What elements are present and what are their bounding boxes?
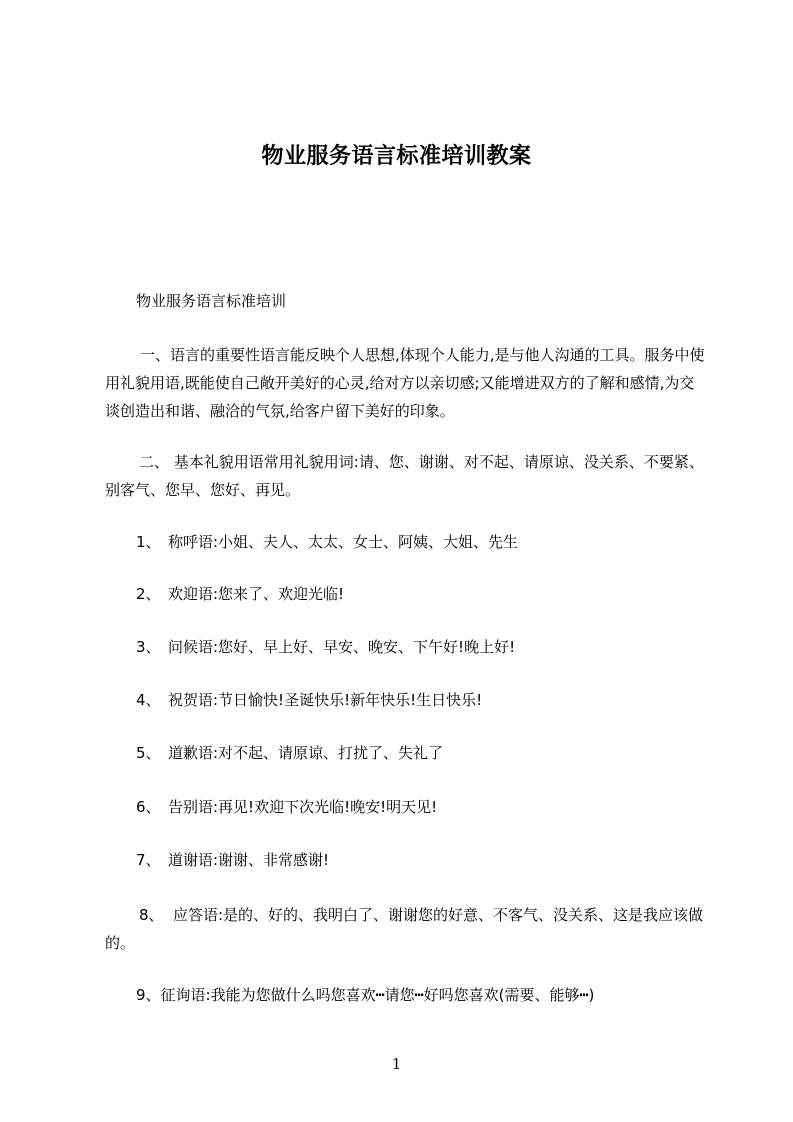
list-item bbox=[136, 686, 706, 714]
document-subtitle: 物业服务语言标准培训 bbox=[136, 292, 287, 310]
list-item-number: 3、 bbox=[136, 638, 161, 656]
list-item-number: 2、 bbox=[136, 585, 161, 603]
list-item bbox=[105, 901, 709, 957]
list-item-number: 9、 bbox=[136, 986, 161, 1004]
list-item bbox=[136, 793, 706, 821]
list-item-text: 道歉语:对不起、请原谅、打扰了、失礼了 bbox=[168, 744, 444, 762]
list-item-number: 1、 bbox=[136, 533, 161, 551]
list-item bbox=[136, 846, 706, 874]
list-item-number: 4、 bbox=[136, 691, 161, 709]
list-item-number: 6、 bbox=[136, 798, 161, 816]
list-item-text: 道谢语:谢谢、非常感谢! bbox=[168, 851, 330, 869]
page-number: 1 bbox=[391, 1055, 402, 1073]
list-item bbox=[136, 633, 706, 661]
list-item bbox=[136, 580, 706, 608]
list-item-text: 称呼语:小姐、夫人、太太、女士、阿姨、大姐、先生 bbox=[168, 533, 519, 551]
list-item bbox=[136, 981, 706, 1009]
list-item-number: 7、 bbox=[136, 851, 161, 869]
page-title: 物业服务语言标准培训教案 bbox=[261, 144, 532, 169]
list-item-text: 问候语:您好、早上好、早安、晚安、下午好!晚上好! bbox=[168, 638, 516, 656]
list-item-number: 8、 bbox=[139, 906, 164, 924]
paragraph-language-importance: 一、语言的重要性语言能反映个人思想,体现个人能力,是与他人沟通的工具。服务中使用礼貌用语,既能使自己敞开美好的心灵,给对方以亲切感;又能增进双方的了解和感情,为交谈创造出和谐、融洽的气氛,给客户留下美好的印象。 bbox=[105, 346, 705, 420]
paragraph-basic-courtesy: 二、 基本礼貌用语常用礼貌用词:请、您、谢谢、对不起、请原谅、没关系、不要紧、别客气、您早、您好、再见。 bbox=[105, 453, 704, 499]
list-item bbox=[136, 739, 706, 767]
list-item-number: 5、 bbox=[136, 744, 161, 762]
list-item-text: 应答语:是的、好的、我明白了、谢谢您的好意、不客气、没关系、这是我应该做的。 bbox=[105, 906, 704, 952]
list-item-text: 祝贺语:节日愉快!圣诞快乐!新年快乐!生日快乐! bbox=[168, 691, 483, 709]
list-item-text: 征询语:我能为您做什么吗您喜欢┅请您┅好吗您喜欢(需要、能够┅) bbox=[160, 986, 595, 1004]
list-item-text: 欢迎语:您来了、欢迎光临! bbox=[168, 585, 345, 603]
list-item-text: 告别语:再见!欢迎下次光临!晚安!明天见! bbox=[168, 798, 438, 816]
list-item bbox=[136, 528, 706, 556]
